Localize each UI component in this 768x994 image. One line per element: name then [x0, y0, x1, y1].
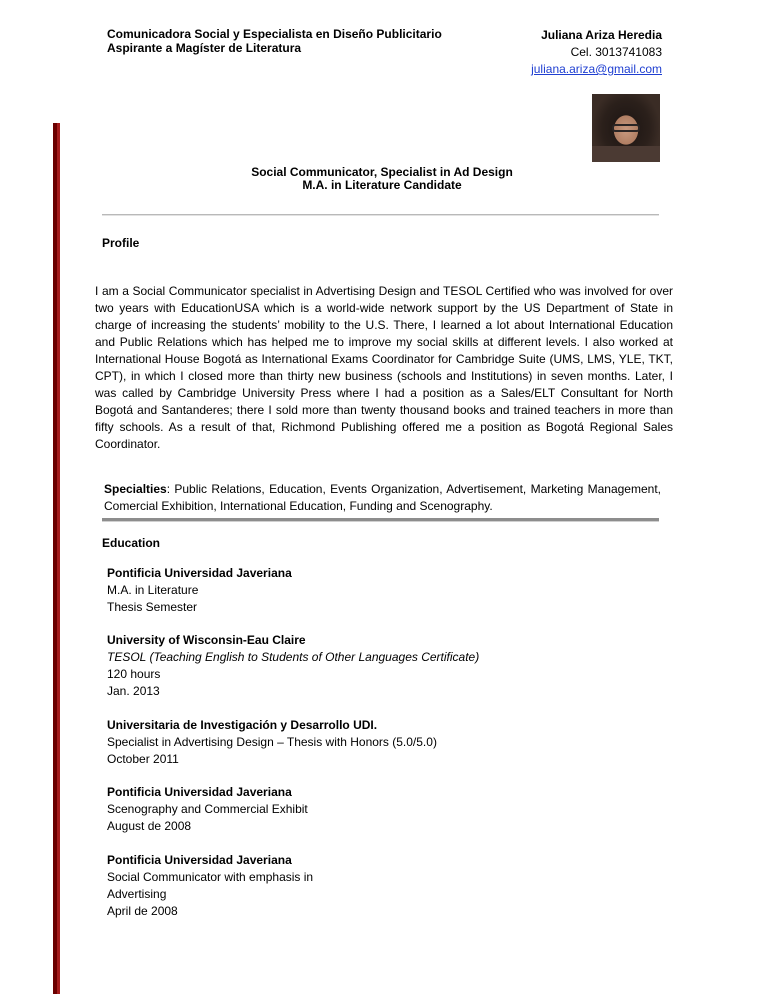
title-line-2: M.A. in Literature Candidate	[302, 178, 462, 192]
title-line-1: Social Communicator, Specialist in Ad Design	[251, 165, 513, 179]
education-detail: Social Communicator with emphasis in	[107, 870, 314, 884]
education-institution: Pontificia Universidad Javeriana	[107, 566, 292, 580]
left-accent-bar	[57, 123, 60, 994]
contact-phone: Cel. 3013741083	[570, 45, 662, 59]
profile-heading: Profile	[102, 236, 140, 250]
education-detail: August de 2008	[107, 819, 192, 833]
divider-top-shadow	[102, 215, 659, 216]
header-contact	[490, 27, 662, 78]
education-institution: Pontificia Universidad Javeriana	[107, 785, 292, 799]
education-item	[107, 717, 437, 768]
shirt-detail	[592, 146, 660, 162]
education-detail: Scenography and Commercial Exhibit	[107, 802, 308, 816]
education-detail: Advertising	[107, 887, 167, 901]
divider-specialties-shadow	[102, 521, 659, 522]
profile-photo	[592, 94, 660, 162]
document-title	[200, 166, 564, 192]
profile-text: I am a Social Communicator specialist in Advertising Design and TESOL Certified who was involved for over two years with EducationUSA which is a world-wide network support by the US Department of State in charge of increasing the students’ mobility to the U.S. There, I learned a lot about International Education and Public Relations which has helped me to improve my social skills at different levels. I also worked at International House Bogotá as International Exams Coordinator for Cambridge Suite (UMS, LMS, YLE, TKT, CPT), in which I closed more than thirty new business (schools and Institutions) in seven months. Later, I was called by Cambridge University Press where I had a position as a Sales/ELT Consultant for North Bogotá and Santanderes; there I sold more than twenty thousand books and trained teachers in more than fifty schools. As a result of that, Richmond Publishing offered me a position as Bogotá Regional Sales Coordinator.	[95, 284, 673, 451]
glasses-detail	[612, 124, 640, 132]
specialties-label: Specialties	[104, 482, 167, 496]
education-detail: April de 2008	[107, 904, 178, 918]
education-detail: Specialist in Advertising Design – Thesis with Honors (5.0/5.0)	[107, 735, 437, 749]
specialties-text: : Public Relations, Education, Events Organization, Advertisement, Marketing Management, Comercial Exhibition, International Education, Funding and Scenography.	[104, 482, 661, 513]
education-certificate: TESOL (Teaching English to Students of Other Languages Certificate)	[107, 650, 480, 664]
specialties	[104, 481, 661, 515]
education-item	[107, 565, 292, 616]
education-detail: October 2011	[107, 752, 179, 766]
header-left	[107, 27, 442, 55]
education-detail: M.A. in Literature	[107, 583, 199, 597]
contact-email-link[interactable]: juliana.ariza@gmail.com	[531, 62, 662, 76]
education-item	[107, 632, 479, 700]
education-detail: Thesis Semester	[107, 600, 198, 614]
education-item	[107, 852, 313, 920]
education-item	[107, 784, 308, 835]
education-detail: Jan. 2013	[107, 684, 160, 698]
education-detail: 120 hours	[107, 667, 161, 681]
education-institution: Pontificia Universidad Javeriana	[107, 853, 292, 867]
education-institution: University of Wisconsin-Eau Claire	[107, 633, 306, 647]
header-occupation: Comunicadora Social y Especialista en Diseño Publicitario	[107, 27, 442, 41]
header-aspiration: Aspirante a Magíster de Literatura	[107, 41, 302, 55]
education-institution: Universitaria de Investigación y Desarrollo UDI.	[107, 718, 378, 732]
education-heading: Education	[102, 536, 161, 550]
contact-name: Juliana Ariza Heredia	[541, 28, 662, 42]
